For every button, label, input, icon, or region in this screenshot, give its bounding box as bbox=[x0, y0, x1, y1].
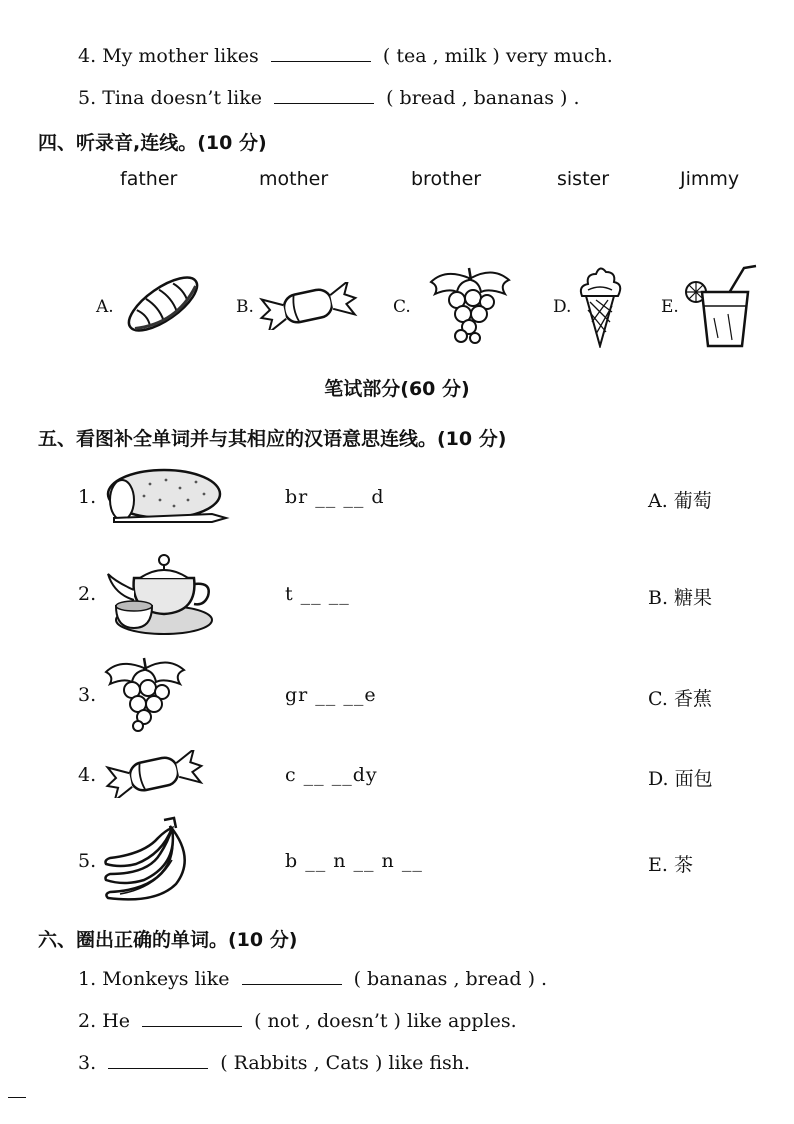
answer-blank[interactable] bbox=[271, 44, 371, 62]
option-label-b: B. bbox=[236, 297, 254, 317]
answer-blank[interactable] bbox=[142, 1009, 242, 1027]
name-brother[interactable]: brother bbox=[411, 168, 482, 190]
answer-blank[interactable] bbox=[242, 967, 342, 985]
option-label-a: A. bbox=[96, 297, 114, 317]
name-sister[interactable]: sister bbox=[557, 168, 610, 190]
candy-icon[interactable] bbox=[104, 750, 204, 798]
section-6-heading: 六、圈出正确的单词。(10 分) bbox=[38, 929, 298, 951]
banana-icon[interactable] bbox=[100, 814, 196, 906]
meaning-b[interactable]: B. 糖果 bbox=[648, 587, 713, 609]
meaning-c[interactable]: C. 香蕉 bbox=[648, 688, 712, 710]
page-corner-mark bbox=[8, 1097, 26, 1098]
word-puzzle-bread[interactable]: br __ __ d bbox=[285, 486, 385, 508]
bread-loaf-icon[interactable] bbox=[100, 466, 232, 528]
grapes-icon[interactable] bbox=[100, 656, 188, 732]
answer-blank[interactable] bbox=[108, 1051, 208, 1069]
name-jimmy[interactable]: Jimmy bbox=[680, 168, 740, 190]
section-5-heading: 五、看图补全单词并与其相应的汉语意思连线。(10 分) bbox=[38, 428, 507, 450]
meaning-e[interactable]: E. 茶 bbox=[648, 854, 693, 876]
written-part-title: 笔试部分(60 分) bbox=[324, 378, 470, 400]
family-names-row bbox=[0, 168, 794, 194]
exercise-item-3: 3. ( Rabbits , Cats ) like fish. bbox=[78, 1052, 471, 1075]
bread-icon[interactable] bbox=[120, 268, 206, 340]
grapes-icon[interactable] bbox=[425, 264, 513, 344]
row-number: 4. bbox=[78, 764, 97, 786]
word-puzzle-candy[interactable]: c __ __dy bbox=[285, 764, 378, 786]
name-mother[interactable]: mother bbox=[259, 168, 329, 190]
row-number: 5. bbox=[78, 850, 97, 872]
section-4-heading: 四、听录音,连线。(10 分) bbox=[38, 132, 267, 154]
option-label-d: D. bbox=[553, 297, 572, 317]
candy-icon[interactable] bbox=[258, 282, 358, 330]
meaning-d[interactable]: D. 面包 bbox=[648, 768, 713, 790]
option-label-c: C. bbox=[393, 297, 411, 317]
answer-blank[interactable] bbox=[274, 86, 374, 104]
row-number: 3. bbox=[78, 684, 97, 706]
row-number: 1. bbox=[78, 486, 97, 508]
ice-cream-icon[interactable] bbox=[572, 262, 628, 348]
meaning-a[interactable]: A. 葡萄 bbox=[648, 490, 712, 512]
name-father[interactable]: father bbox=[120, 168, 178, 190]
exercise-item-2: 2. He ( not , doesn’t ) like apples. bbox=[78, 1010, 517, 1033]
exercise-item-5: 5. Tina doesn’t like ( bread , bananas ) . bbox=[78, 87, 580, 110]
word-puzzle-banana[interactable]: b __ n __ n __ bbox=[285, 850, 423, 872]
option-label-e: E. bbox=[661, 297, 679, 317]
exercise-item-1: 1. Monkeys like ( bananas , bread ) . bbox=[78, 968, 548, 991]
exercise-item-4: 4. My mother likes ( tea , milk ) very much. bbox=[78, 45, 613, 68]
teapot-icon[interactable] bbox=[100, 546, 216, 638]
word-puzzle-grape[interactable]: gr __ __e bbox=[285, 684, 377, 706]
juice-icon[interactable] bbox=[682, 262, 762, 350]
row-number: 2. bbox=[78, 583, 97, 605]
word-puzzle-tea[interactable]: t __ __ bbox=[285, 583, 350, 605]
